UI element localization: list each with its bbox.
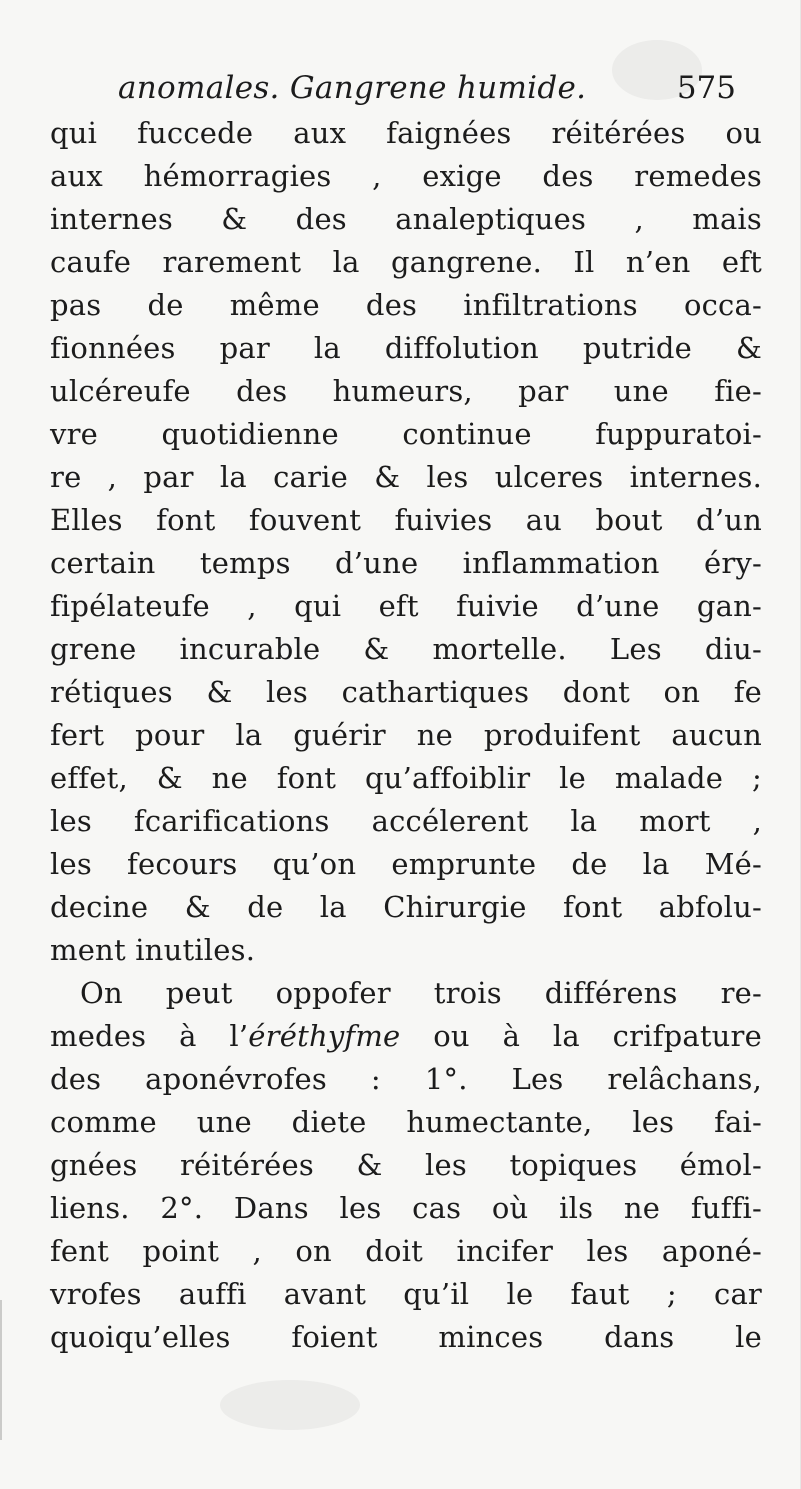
text-line: rétiques & les cathartiques dont on fe — [50, 675, 762, 709]
text-line: grene incurable & mortelle. Les diu- — [50, 632, 762, 666]
paper-smudge — [220, 1380, 360, 1430]
text-line: Elles font fouvent fuivies au bout d’un — [50, 503, 762, 537]
text-line: fert pour la guérir ne produifent aucun — [50, 718, 762, 752]
text-line: On peut oppofer trois différens re- — [80, 976, 762, 1010]
page-number: 575 — [676, 70, 736, 106]
text-line: internes & des analeptiques , mais — [50, 202, 762, 236]
running-title: anomales. Gangrene humide. — [118, 70, 587, 106]
text-line: quoiqu’elles foient minces dans le — [50, 1320, 762, 1354]
text-line: les fcarifications accélerent la mort , — [50, 804, 762, 838]
page-edge-mark — [0, 1300, 2, 1440]
text-line: fipélateufe , qui eft fuivie d’une gan- — [50, 589, 762, 623]
text-line: ulcéreufe des humeurs, par une fie- — [50, 374, 762, 408]
paragraph-1 — [50, 112, 762, 972]
page-header — [118, 64, 758, 112]
text-line: comme une diete humectante, les fai- — [50, 1105, 762, 1139]
text-line: medes à l’éréthyfme ou à la crifpature — [50, 1019, 762, 1053]
text-line: qui fuccede aux faignées réitérées ou — [50, 116, 762, 150]
text-line: certain temps d’une inflammation éry- — [50, 546, 762, 580]
text-line: aux hémorragies , exige des remedes — [50, 159, 762, 193]
text-line: ment inutiles. — [50, 933, 256, 967]
text-line: vre quotidienne continue fuppuratoi- — [50, 417, 762, 451]
text-line: fent point , on doit incifer les aponé- — [50, 1234, 762, 1268]
text-line: gnées réitérées & les topiques émol- — [50, 1148, 762, 1182]
text-line: des aponévrofes : 1°. Les relâchans, — [50, 1062, 762, 1096]
text-line: caufe rarement la gangrene. Il n’en eft — [50, 245, 762, 279]
text-line: re , par la carie & les ulceres internes. — [50, 460, 762, 494]
text-line: liens. 2°. Dans les cas où ils ne fuffi- — [50, 1191, 762, 1225]
italic-term: éréthyfme — [248, 1019, 401, 1053]
text-line: fionnées par la diffolution putride & — [50, 331, 762, 365]
text-line: vrofes auffi avant qu’il le faut ; car — [50, 1277, 762, 1311]
text-line: effet, & ne font qu’affoiblir le malade ; — [50, 761, 762, 795]
text-line: les fecours qu’on emprunte de la Mé- — [50, 847, 762, 881]
paragraph-2 — [50, 972, 762, 1359]
text-line: decine & de la Chirurgie font abfolu- — [50, 890, 762, 924]
text-line: pas de même des infiltrations occa- — [50, 288, 762, 322]
body-text — [50, 112, 762, 1359]
